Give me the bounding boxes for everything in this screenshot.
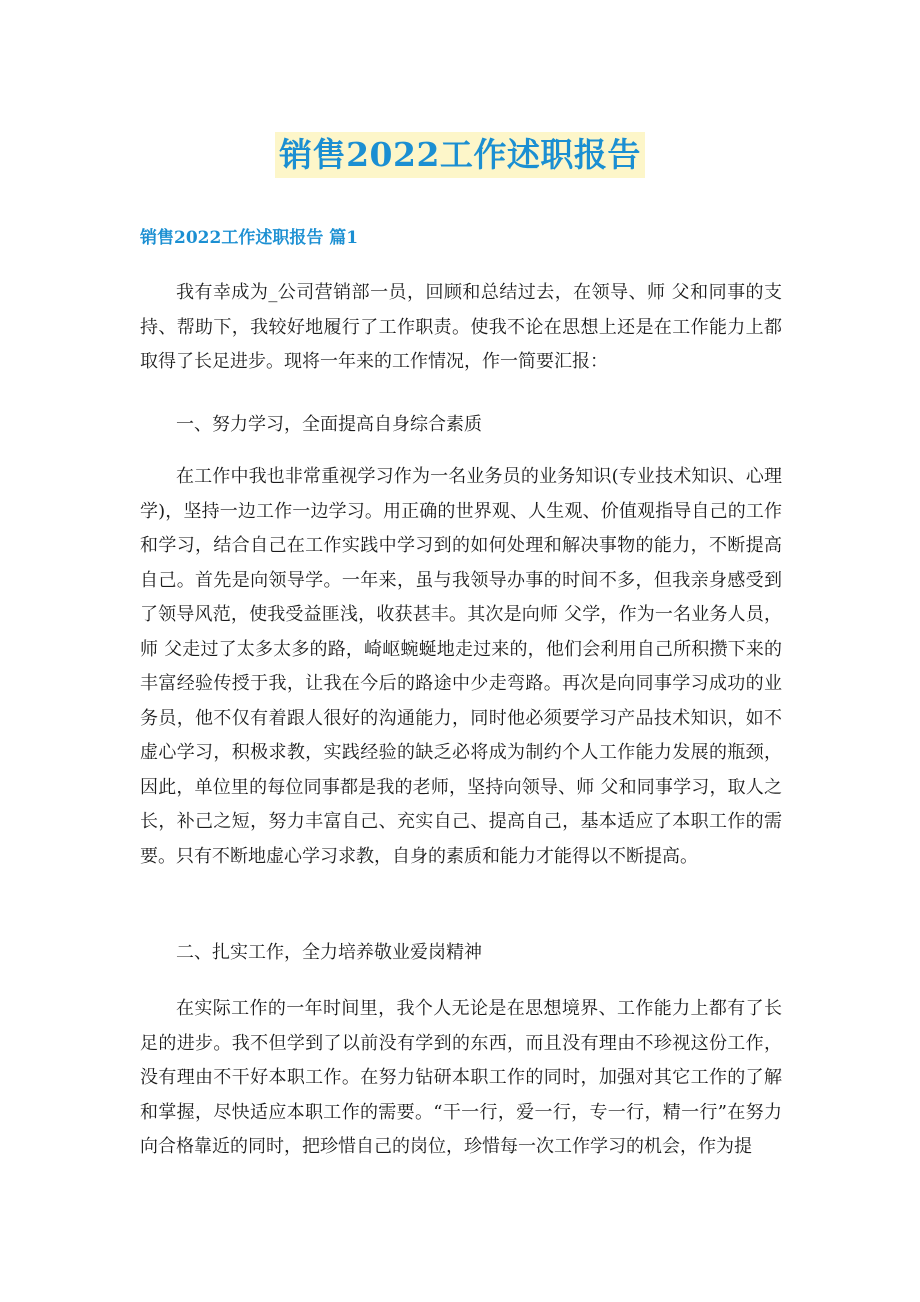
- paragraph-work: 在实际工作的一年时间里，我个人无论是在思想境界、工作能力上都有了长足的进步。我不但学到了以前没有学到的东西，而且没有理由不珍视这份工作，没有理由不干好本职工作。在努力钻研本职工作的同时，加强对其它工作的了解和掌握，尽快适应本职工作的需要。“干一行，爱一行，专一行，精一行”在努力向合格靠近的同时，把珍惜自己的岗位，珍惜每一次工作学习的机会，作为提: [140, 998, 782, 1157]
- paragraph-study: 在工作中我也非常重视学习作为一名业务员的业务知识(专业技术知识、心理学)，坚持一边工作一边学习。用正确的世界观、人生观、价值观指导自己的工作和学习，结合自己在工作实践中学习到的如何处理和解决事物的能力，不断提高自己。首先是向领导学。一年来，虽与我领导办事的时间不多，但我亲身感受到了领导风范，使我受益匪浅，收获甚丰。其次是向师 父学，作为一名业务人员，师 父走过了太多太多的路，崎岖蜿蜒地走过来的，他们会利用自己所积攒下来的丰富经验传授于我，让我在今后的路途中少走弯路。再次是向同事学习成功的业务员，他不仅有着跟人很好的沟通能力，同时他必须要学习产品技术知识，如不虚心学习，积极求教，实践经验的缺乏必将成为制约个人工作能力发展的瓶颈，因此，单位里的每位同事都是我的老师，坚持向领导、师 父和同事学习，取人之长，补己之短，努力丰富自己、充实自己、提高自己，基本适应了本职工作的需要。只有不断地虚心学习求教，自身的素质和能力才能得以不断提高。: [140, 466, 782, 867]
- paragraph-heading-2: 二、扎实工作，全力培养敬业爱岗精神: [176, 942, 482, 963]
- title-container: [0, 132, 920, 178]
- paragraph-heading-1: 一、努力学习，全面提高自身综合素质: [176, 414, 482, 435]
- section-heading: 销售2022工作述职报告 篇1: [140, 228, 359, 248]
- document-title: 销售2022工作述职报告: [275, 132, 645, 178]
- paragraph-intro: 我有幸成为_公司营销部一员，回顾和总结过去，在领导、师 父和同事的支持、帮助下，我较好地履行了工作职责。使我不论在思想上还是在工作能力上都取得了长足进步。现将一年来的工作情况，作一简要汇报：: [140, 282, 782, 372]
